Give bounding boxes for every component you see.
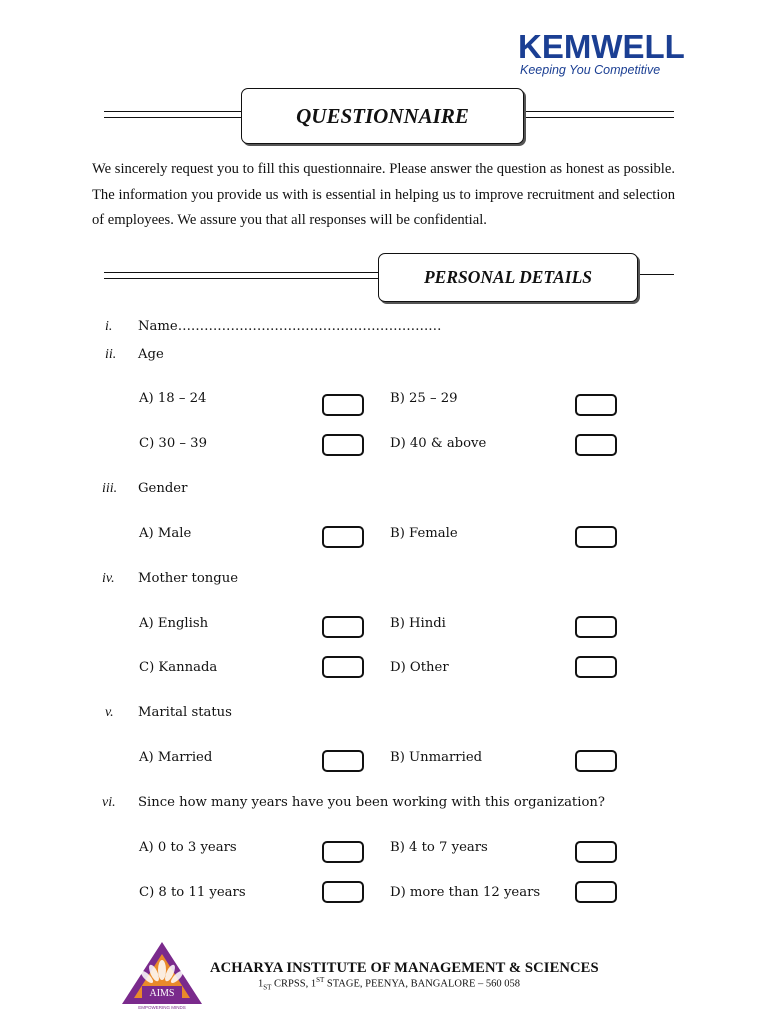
aims-logo-text: AIMS (149, 988, 175, 999)
option-label: B) Unmarried (390, 750, 483, 765)
institute-name: ACHARYA INSTITUTE OF MANAGEMENT & SCIENCES (210, 960, 599, 976)
checkbox[interactable] (575, 750, 617, 772)
option-label: C) 8 to 11 years (139, 885, 246, 900)
addr-part: STAGE, PEENYA, BANGALORE – 560 058 (324, 978, 520, 990)
option-label: C) Kannada (139, 660, 218, 675)
title-rule-left (104, 111, 241, 118)
question-label: Marital status (138, 705, 232, 720)
question-label: Gender (138, 481, 188, 496)
option-label: D) Other (390, 660, 449, 675)
checkbox[interactable] (575, 656, 617, 678)
checkbox[interactable] (575, 434, 617, 456)
checkbox[interactable] (322, 394, 364, 416)
option-label: B) Female (390, 526, 458, 541)
checkbox[interactable] (575, 394, 617, 416)
checkbox[interactable] (322, 881, 364, 903)
addr-part: 1 (258, 978, 264, 990)
section-rule-right (636, 274, 674, 275)
checkbox[interactable] (322, 434, 364, 456)
question-number: iii. (102, 481, 118, 496)
option-label: A) 18 – 24 (139, 391, 207, 406)
section-title: PERSONAL DETAILS (378, 253, 638, 302)
section-rule-left (104, 272, 379, 279)
option-label: A) 0 to 3 years (139, 840, 237, 855)
checkbox[interactable] (322, 526, 364, 548)
checkbox[interactable] (575, 881, 617, 903)
checkbox[interactable] (575, 841, 617, 863)
addr-sub: ST (263, 983, 272, 992)
addr-part: CRPSS, 1 (271, 978, 317, 990)
question-number: i. (105, 319, 113, 334)
checkbox[interactable] (575, 616, 617, 638)
kemwell-logo (518, 28, 685, 80)
brand-tagline: Keeping You Competitive (520, 63, 661, 77)
option-label: D) more than 12 years (390, 885, 541, 900)
checkbox[interactable] (322, 656, 364, 678)
checkbox[interactable] (575, 526, 617, 548)
title-rule-right (524, 111, 674, 118)
option-label: B) 25 – 29 (390, 391, 458, 406)
question-label: Mother tongue (138, 571, 239, 586)
addr-sup: ST (316, 976, 325, 984)
brand-name: KEMWELL (518, 28, 685, 65)
question-number: vi. (102, 795, 116, 810)
option-label: A) English (139, 616, 209, 631)
checkbox[interactable] (322, 616, 364, 638)
question-number: ii. (105, 347, 117, 362)
aims-logo (120, 940, 204, 1010)
page-title: QUESTIONNAIRE (241, 88, 524, 144)
intro-paragraph: We sincerely request you to fill this questionnaire. Please answer the question as honest as possible. The information you provide us with is essential in helping us to improve recruitment and selection of employees. We assure you that all responses will be confidential. (92, 161, 675, 228)
aims-logo-icon (120, 940, 204, 1010)
option-label: D) 40 & above (390, 436, 487, 451)
checkbox[interactable] (322, 750, 364, 772)
question-number: v. (105, 705, 114, 720)
option-label: C) 30 – 39 (139, 436, 207, 451)
question-number: iv. (102, 571, 115, 586)
question-label: Age (138, 347, 164, 362)
option-label: B) Hindi (390, 616, 446, 631)
institute-address (258, 976, 520, 992)
question-label: Since how many years have you been working with this organization? (138, 795, 605, 810)
option-label: A) Married (139, 750, 213, 765)
aims-logo-motto: EMPOWERING MINDS (138, 1005, 186, 1010)
option-label: B) 4 to 7 years (390, 840, 488, 855)
option-label: A) Male (139, 526, 192, 541)
checkbox[interactable] (322, 841, 364, 863)
name-field[interactable]: Name…………………………………………………… (138, 319, 442, 334)
